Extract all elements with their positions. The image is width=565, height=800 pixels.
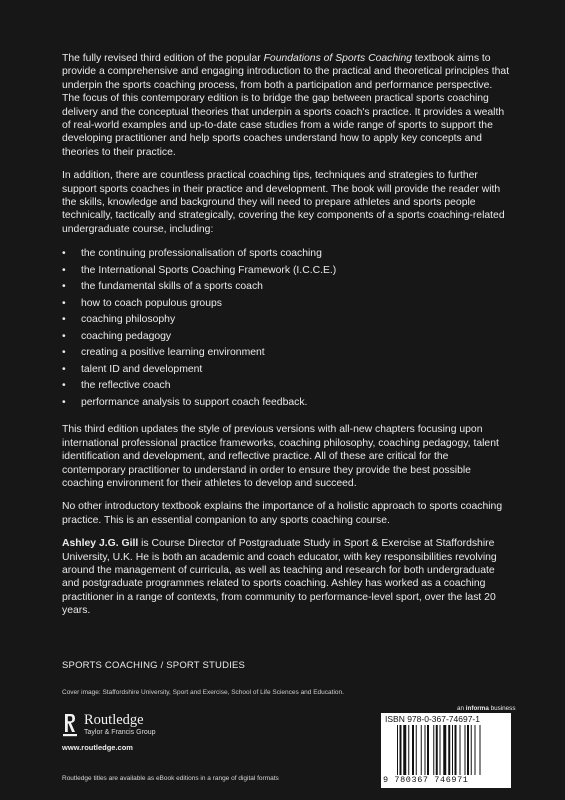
barcode-bar (443, 725, 446, 775)
barcode-bar (403, 725, 406, 775)
list-item: • the reflective coach (62, 378, 512, 395)
list-item: • how to coach populous groups (62, 296, 512, 313)
author-bio-text: is Course Director of Postgraduate Study in Sport & Exercise at Staffordshire University, U.K. He is both an academic and coach educator, with key responsibilities revolving around the management of curricula, as well as teaching and research for both undergraduate and postgraduate programmes related to sports coaching. Ashley has worked as a coaching practitioner in a range of contexts, from community to performance-level sport, over the last 20 years. (62, 538, 497, 617)
barcode-bar (440, 725, 441, 775)
barcode-bar (480, 725, 481, 775)
barcode-bar (448, 725, 450, 775)
topics-list (62, 246, 512, 411)
author-name: Ashley J.G. Gill (62, 538, 139, 550)
list-item: • talent ID and development (62, 362, 512, 379)
barcode-bar (408, 725, 409, 775)
barcode-bar (433, 725, 434, 775)
barcode-bar (427, 725, 429, 775)
informa-word: informa (465, 705, 489, 712)
intro-pre: The fully revised third edition of the popular (62, 53, 264, 64)
barcode-bar (397, 725, 398, 775)
author-bio (62, 537, 512, 617)
barcode-bar (425, 725, 426, 775)
barcode-bar (452, 725, 453, 775)
list-item: • creating a positive learning environment (62, 345, 512, 362)
publisher-name: Routledge (84, 712, 144, 728)
barcode-bar (436, 725, 438, 775)
barcode-bar (471, 725, 472, 775)
list-item: • the fundamental skills of a sports coach (62, 279, 512, 296)
barcode-bar (455, 725, 457, 775)
holistic-paragraph: No other introductory textbook explains the importance of a holistic approach to sports coaching practice. This is an essential companion to any sports coaching course. (62, 501, 503, 526)
barcode-bar (460, 725, 461, 775)
additional-paragraph: In addition, there are countless practical coaching tips, techniques and strategies to further support sports coaches in their practice and development. The book will provide the reader with the skills, knowledge and background they will need to prepare athletes and sports people technically, tactically and strategically, covering the key components of a sports coaching-related undergraduate course, including: (62, 170, 505, 235)
edition-paragraph: This third edition updates the style of previous versions with all-new chapters focusing upon international professional practice frameworks, coaching philosophy, coaching pedagogy, talent identification and development, and reflective practice. All of these are critical for the contemporary practitioner to understand in order to ensure they provide the best possible coaching environment for their athletes to develop and succeed. (62, 424, 499, 489)
intro-paragraph (62, 52, 512, 159)
isbn-label: ISBN 978-0-367-74697-1 (385, 714, 480, 724)
barcode-bar (412, 725, 414, 775)
barcode-bar (400, 725, 402, 775)
publisher-group: Taylor & Francis Group (84, 729, 156, 736)
list-item: • coaching philosophy (62, 312, 512, 329)
informa-prefix: an (457, 705, 466, 712)
publisher-website: www.routledge.com (62, 743, 133, 752)
informa-tag (457, 705, 515, 712)
barcode-bar (475, 725, 476, 775)
informa-suffix: business (488, 705, 516, 712)
list-item: • the International Sports Coaching Framework (I.C.C.E.) (62, 263, 512, 280)
barcode-bar (465, 725, 466, 775)
subject-category: SPORTS COACHING / SPORT STUDIES (62, 660, 246, 671)
barcode-digits: 9 780367 746971 (383, 775, 469, 785)
intro-post: textbook aims to provide a comprehensive and engaging introduction to the practical and theoretical principles that underpin the sports coaching process, from both a participation and performance perspective. The focus of this contemporary edition is to bridge the gap between practical sports coaching delivery and the conceptual theories that underpin a sports coach's practice. It provides a wealth of real-world examples and up-to-date case studies from a wide range of sports to support the developing practitioner and help sports coaches understand how to apply key concepts and theories to their practice. (62, 53, 510, 158)
list-item: • the continuing professionalisation of sports coaching (62, 246, 512, 263)
list-item: • coaching pedagogy (62, 329, 512, 346)
ebook-note: Routledge titles are available as eBook editions in a range of digital formats (62, 775, 279, 782)
barcode-bar (421, 725, 422, 775)
list-item: • performance analysis to support coach feedback. (62, 395, 512, 412)
barcode-bar (416, 725, 417, 775)
barcode-icon (397, 725, 505, 775)
back-cover-text (62, 52, 512, 628)
barcode-bar (467, 725, 469, 775)
cover-credit: Cover image: Staffordshire University, Sport and Exercise, School of Life Sciences and Education. (62, 689, 344, 696)
routledge-logo-icon (62, 712, 78, 738)
book-title: Foundations of Sports Coaching (263, 53, 413, 64)
barcode-panel (381, 713, 511, 788)
